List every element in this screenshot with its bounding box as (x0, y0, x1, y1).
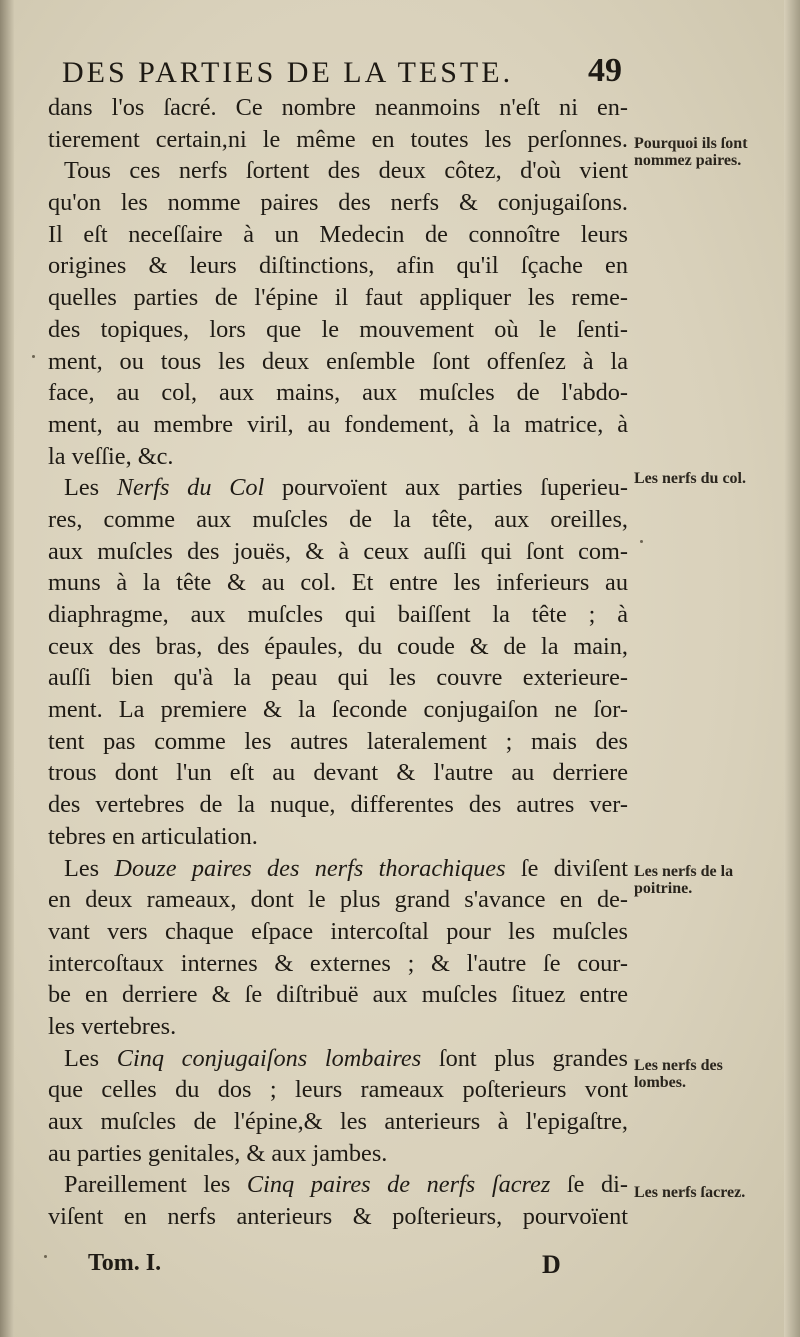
margin-note-col: Les nerfs du col. (634, 470, 746, 487)
text-line: quelles parties de l'épine il faut appliquer les reme- (48, 284, 628, 312)
text-line: vant vers chaque eſpace intercoſtal pour les muſcles (48, 917, 628, 945)
text-line: des topiques, lors que le mouvement où le ſenti- (48, 315, 628, 343)
text-line: Les Nerfs du Col pourvoïent aux parties ſuperieu- (64, 474, 629, 502)
margin-note-lombes: Les nerfs des lombes. (634, 1057, 723, 1091)
margin-note-poitrine: Les nerfs de la poitrine. (634, 863, 734, 897)
text-line: tierement certain,ni le même en toutes les perſonnes. (48, 125, 628, 153)
running-head: DES PARTIES DE LA TESTE. (62, 56, 514, 89)
paper-speck (44, 1255, 47, 1258)
text-line: Pareillement les Cinq paires de nerfs ſacrez ſe di- (64, 1171, 628, 1199)
text-line: ment. La premiere & la ſeconde conjugaiſon ne ſor- (48, 696, 628, 724)
text-line: des vertebres de la nuque, differentes des autres ver- (48, 791, 628, 819)
text-line: Il eſt neceſſaire à un Medecin de connoître leurs (48, 220, 628, 248)
text-line: Les Cinq conjugaiſons lombaires ſont plus grandes (64, 1044, 629, 1072)
page-left-edge (0, 0, 14, 1337)
text-line: que celles du dos ; leurs rameaux poſterieurs vont (48, 1076, 628, 1104)
italic-term: Cinq paires de nerfs ſacrez (246, 1171, 551, 1199)
text-line: les vertebres. (48, 1012, 177, 1040)
text-line: muns à la tête & au col. Et entre les inferieurs au (48, 569, 628, 597)
catchword: D (542, 1250, 561, 1279)
text-line: dans l'os ſacré. Ce nombre neanmoins n'eſt ni en- (48, 94, 628, 121)
text-line: trous dont l'un eſt au devant & l'autre au derriere (48, 759, 628, 787)
text-line: au parties genitales, & aux jambes. (48, 1139, 388, 1167)
paper-speck (32, 355, 35, 358)
text-line: la veſſie, &c. (48, 442, 174, 470)
text-line: viſent en nerfs anterieurs & poſterieurs, pourvoïent (48, 1203, 628, 1231)
margin-note-paires: Pourquoi ils ſont nommez paires. (634, 135, 748, 169)
main-text (48, 92, 628, 1233)
text-line: Tous ces nerfs ſortent des deux côtez, d'où vient (64, 157, 628, 185)
text-line: tent pas comme les autres lateralement ; mais des (48, 727, 628, 755)
italic-term: Nerfs du Col (116, 474, 265, 502)
text-line: Les Douze paires des nerfs thorachiques ſe diviſent (64, 854, 629, 882)
page-number: 49 (588, 52, 622, 89)
text-line: ment, ou tous les deux enſemble ſont offenſez à la (48, 347, 628, 375)
text-line: diaphragme, aux muſcles qui baiſſent la tête ; à (48, 601, 628, 628)
italic-term: Douze paires des nerfs thorachiques (114, 854, 506, 882)
paper-speck (640, 540, 643, 543)
text-line: be en derriere & ſe diſtribuë aux muſcles ſituez entre (48, 981, 628, 1009)
page-right-edge (784, 0, 800, 1337)
text-line: origines & leurs diſtinctions, afin qu'il ſçache en (48, 252, 628, 280)
italic-term: Cinq conjugaiſons lombaires (116, 1044, 422, 1072)
text-line: en deux rameaux, dont le plus grand s'avance en de- (48, 886, 628, 914)
text-line: aux muſcles de l'épine,& les anterieurs à l'epigaſtre, (48, 1108, 628, 1135)
text-line: face, au col, aux mains, aux muſcles de l'abdo- (48, 379, 628, 407)
text-line: ment, au membre viril, au fondement, à la matrice, à (48, 410, 628, 438)
text-line: intercoſtaux internes & externes ; & l'autre ſe cour- (48, 949, 628, 977)
text-line: ceux des bras, des épaules, du coude & de la main, (48, 632, 628, 660)
margin-note-sacrez: Les nerfs ſacrez. (634, 1184, 746, 1201)
text-line: auſſi bien qu'à la peau qui les couvre exterieure- (48, 664, 628, 692)
text-line: qu'on les nomme paires des nerfs & conjugaiſons. (48, 189, 628, 217)
text-line: aux muſcles des jouës, & à ceux auſſi qui ſont com- (48, 537, 628, 565)
text-line: tebres en articulation. (48, 822, 258, 850)
signature-mark: Tom. I. (88, 1250, 162, 1276)
text-line: res, comme aux muſcles de la tête, aux oreilles, (48, 505, 628, 533)
